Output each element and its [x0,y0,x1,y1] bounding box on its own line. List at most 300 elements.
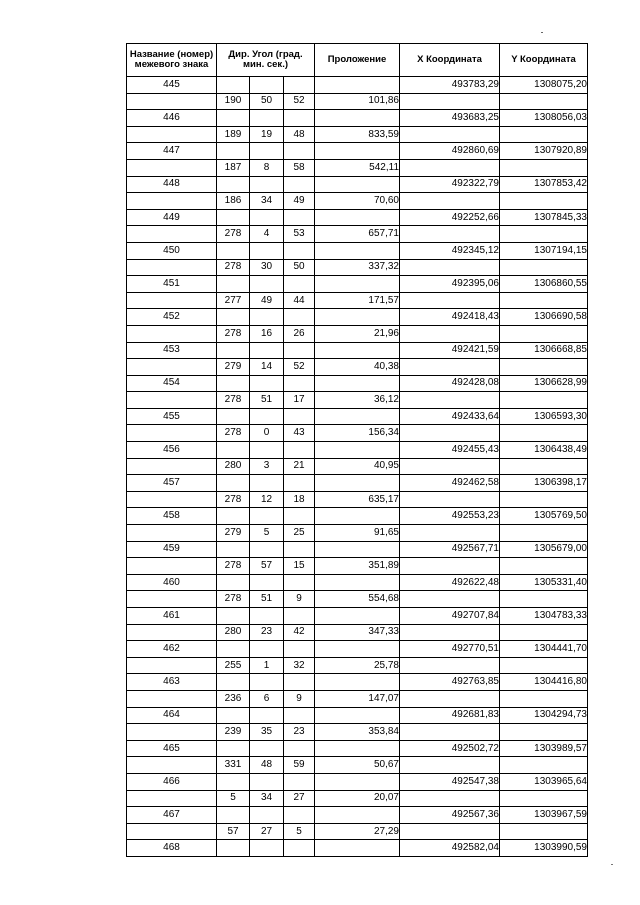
x-coordinate: 492395,06 [400,276,500,293]
empty-cell [315,375,400,392]
y-coordinate: 1305679,00 [500,541,588,558]
angle-seconds: 44 [284,292,315,309]
y-coordinate: 1305331,40 [500,574,588,591]
empty-cell [400,624,500,641]
x-coordinate: 492567,36 [400,807,500,824]
point-row [127,408,588,425]
empty-cell [284,110,315,127]
segment-row [127,126,588,143]
empty-cell [127,624,217,641]
empty-cell [127,126,217,143]
empty-cell [400,193,500,210]
x-coordinate: 492502,72 [400,740,500,757]
angle-degrees: 277 [217,292,250,309]
angle-seconds: 23 [284,724,315,741]
empty-cell [315,574,400,591]
y-coordinate: 1303989,57 [500,740,588,757]
empty-cell [127,325,217,342]
empty-cell [217,674,250,691]
y-coordinate: 1307920,89 [500,143,588,160]
header-x-coordinate: X Координата [400,44,500,77]
x-coordinate: 492707,84 [400,608,500,625]
empty-cell [400,259,500,276]
segment-row [127,159,588,176]
empty-cell [284,242,315,259]
empty-cell [500,126,588,143]
empty-cell [250,375,284,392]
point-name: 461 [127,608,217,625]
empty-cell [400,392,500,409]
point-row [127,442,588,459]
empty-cell [250,574,284,591]
y-coordinate: 1307194,15 [500,242,588,259]
segment-length: 554,68 [315,591,400,608]
segment-length: 20,07 [315,790,400,807]
y-coordinate: 1305769,50 [500,508,588,525]
segment-length: 833,59 [315,126,400,143]
empty-cell [400,491,500,508]
empty-cell [217,77,250,94]
angle-minutes: 34 [250,193,284,210]
empty-cell [217,840,250,857]
angle-seconds: 17 [284,392,315,409]
segment-length: 171,57 [315,292,400,309]
point-row [127,209,588,226]
empty-cell [127,823,217,840]
empty-cell [250,209,284,226]
y-coordinate: 1304294,73 [500,707,588,724]
segment-row [127,226,588,243]
empty-cell [250,641,284,658]
empty-cell [400,226,500,243]
segment-row [127,657,588,674]
angle-degrees: 280 [217,458,250,475]
point-name: 451 [127,276,217,293]
x-coordinate: 492553,23 [400,508,500,525]
empty-cell [127,558,217,575]
empty-cell [500,359,588,376]
angle-degrees: 236 [217,690,250,707]
point-row [127,342,588,359]
empty-cell [217,276,250,293]
empty-cell [315,840,400,857]
empty-cell [500,425,588,442]
point-row [127,309,588,326]
empty-cell [315,707,400,724]
segment-row [127,757,588,774]
angle-degrees: 278 [217,591,250,608]
x-coordinate: 492860,69 [400,143,500,160]
x-coordinate: 492547,38 [400,773,500,790]
empty-cell [217,574,250,591]
segment-row [127,690,588,707]
segment-length: 40,95 [315,458,400,475]
empty-cell [217,740,250,757]
point-row [127,110,588,127]
point-name: 465 [127,740,217,757]
point-row [127,242,588,259]
point-name: 462 [127,641,217,658]
point-name: 459 [127,541,217,558]
empty-cell [284,276,315,293]
y-coordinate: 1303990,59 [500,840,588,857]
empty-cell [400,93,500,110]
empty-cell [315,475,400,492]
point-row [127,807,588,824]
segment-length: 337,32 [315,259,400,276]
segment-row [127,193,588,210]
empty-cell [500,226,588,243]
angle-seconds: 59 [284,757,315,774]
y-coordinate: 1306438,49 [500,442,588,459]
angle-minutes: 19 [250,126,284,143]
point-name: 468 [127,840,217,857]
empty-cell [250,840,284,857]
angle-minutes: 27 [250,823,284,840]
x-coordinate: 492770,51 [400,641,500,658]
scan-speck [611,864,613,865]
empty-cell [400,425,500,442]
scan-speck [541,32,543,33]
angle-minutes: 16 [250,325,284,342]
point-row [127,375,588,392]
angle-minutes: 49 [250,292,284,309]
segment-length: 542,11 [315,159,400,176]
x-coordinate: 492421,59 [400,342,500,359]
angle-minutes: 48 [250,757,284,774]
y-coordinate: 1304783,33 [500,608,588,625]
empty-cell [127,159,217,176]
point-name: 455 [127,408,217,425]
empty-cell [400,458,500,475]
angle-degrees: 5 [217,790,250,807]
y-coordinate: 1308056,03 [500,110,588,127]
empty-cell [284,807,315,824]
segment-length: 156,34 [315,425,400,442]
empty-cell [217,242,250,259]
empty-cell [217,110,250,127]
x-coordinate: 492418,43 [400,309,500,326]
empty-cell [284,707,315,724]
empty-cell [217,475,250,492]
empty-cell [400,359,500,376]
angle-seconds: 32 [284,657,315,674]
angle-degrees: 189 [217,126,250,143]
empty-cell [400,757,500,774]
y-coordinate: 1304441,70 [500,641,588,658]
angle-degrees: 239 [217,724,250,741]
empty-cell [500,325,588,342]
empty-cell [127,491,217,508]
empty-cell [284,840,315,857]
angle-minutes: 4 [250,226,284,243]
point-name: 445 [127,77,217,94]
point-name: 452 [127,309,217,326]
empty-cell [250,110,284,127]
segment-row [127,790,588,807]
header-y-coordinate: Y Координата [500,44,588,77]
empty-cell [500,657,588,674]
empty-cell [250,707,284,724]
empty-cell [400,558,500,575]
empty-cell [250,608,284,625]
angle-seconds: 49 [284,193,315,210]
angle-minutes: 51 [250,591,284,608]
angle-seconds: 15 [284,558,315,575]
y-coordinate: 1306668,85 [500,342,588,359]
empty-cell [217,773,250,790]
empty-cell [217,608,250,625]
empty-cell [217,707,250,724]
boundary-coordinates-table [126,43,588,857]
y-coordinate: 1307853,42 [500,176,588,193]
x-coordinate: 492462,58 [400,475,500,492]
point-row [127,276,588,293]
empty-cell [217,209,250,226]
empty-cell [217,143,250,160]
header-length: Проложение [315,44,400,77]
point-row [127,840,588,857]
angle-degrees: 278 [217,392,250,409]
point-row [127,508,588,525]
point-name: 457 [127,475,217,492]
point-name: 466 [127,773,217,790]
x-coordinate: 492322,79 [400,176,500,193]
angle-degrees: 186 [217,193,250,210]
point-name: 458 [127,508,217,525]
empty-cell [127,193,217,210]
empty-cell [250,773,284,790]
empty-cell [500,392,588,409]
empty-cell [217,508,250,525]
empty-cell [127,657,217,674]
empty-cell [315,143,400,160]
point-name: 446 [127,110,217,127]
segment-length: 91,65 [315,525,400,542]
angle-minutes: 14 [250,359,284,376]
empty-cell [127,790,217,807]
angle-seconds: 58 [284,159,315,176]
empty-cell [127,724,217,741]
segment-length: 40,38 [315,359,400,376]
point-row [127,641,588,658]
empty-cell [500,724,588,741]
angle-degrees: 190 [217,93,250,110]
empty-cell [315,508,400,525]
empty-cell [500,823,588,840]
angle-seconds: 52 [284,359,315,376]
angle-minutes: 12 [250,491,284,508]
boundary-table-container [126,43,588,857]
empty-cell [250,309,284,326]
point-row [127,608,588,625]
empty-cell [127,93,217,110]
empty-cell [315,674,400,691]
empty-cell [400,325,500,342]
point-name: 447 [127,143,217,160]
angle-seconds: 18 [284,491,315,508]
angle-degrees: 255 [217,657,250,674]
angle-seconds: 52 [284,93,315,110]
segment-length: 347,33 [315,624,400,641]
angle-seconds: 43 [284,425,315,442]
segment-length: 70,60 [315,193,400,210]
empty-cell [284,574,315,591]
empty-cell [284,541,315,558]
empty-cell [315,276,400,293]
segment-length: 101,86 [315,93,400,110]
empty-cell [400,525,500,542]
empty-cell [315,110,400,127]
point-name: 453 [127,342,217,359]
angle-minutes: 23 [250,624,284,641]
empty-cell [500,193,588,210]
angle-minutes: 3 [250,458,284,475]
segment-length: 21,96 [315,325,400,342]
angle-degrees: 331 [217,757,250,774]
empty-cell [315,442,400,459]
y-coordinate: 1303965,64 [500,773,588,790]
empty-cell [315,641,400,658]
empty-cell [315,342,400,359]
empty-cell [284,143,315,160]
segment-row [127,392,588,409]
empty-cell [284,475,315,492]
segment-row [127,325,588,342]
angle-seconds: 9 [284,591,315,608]
point-row [127,176,588,193]
empty-cell [315,242,400,259]
empty-cell [217,342,250,359]
segment-row [127,558,588,575]
empty-cell [217,641,250,658]
x-coordinate: 492681,83 [400,707,500,724]
empty-cell [315,408,400,425]
y-coordinate: 1306628,99 [500,375,588,392]
point-name: 454 [127,375,217,392]
empty-cell [250,408,284,425]
empty-cell [500,757,588,774]
point-row [127,574,588,591]
table-body [127,77,588,857]
angle-minutes: 5 [250,525,284,542]
table-header-row [127,44,588,77]
empty-cell [250,508,284,525]
empty-cell [284,608,315,625]
segment-row [127,359,588,376]
angle-minutes: 57 [250,558,284,575]
empty-cell [217,408,250,425]
segment-row [127,458,588,475]
angle-degrees: 187 [217,159,250,176]
x-coordinate: 492252,66 [400,209,500,226]
segment-length: 50,67 [315,757,400,774]
empty-cell [127,525,217,542]
angle-minutes: 51 [250,392,284,409]
x-coordinate: 492455,43 [400,442,500,459]
angle-minutes: 35 [250,724,284,741]
empty-cell [284,309,315,326]
point-row [127,541,588,558]
point-row [127,740,588,757]
angle-seconds: 25 [284,525,315,542]
empty-cell [500,292,588,309]
empty-cell [500,93,588,110]
angle-degrees: 278 [217,259,250,276]
empty-cell [250,176,284,193]
empty-cell [500,690,588,707]
empty-cell [250,807,284,824]
angle-minutes: 0 [250,425,284,442]
empty-cell [315,77,400,94]
empty-cell [217,807,250,824]
y-coordinate: 1308075,20 [500,77,588,94]
point-name: 460 [127,574,217,591]
angle-degrees: 278 [217,425,250,442]
empty-cell [250,674,284,691]
angle-seconds: 21 [284,458,315,475]
x-coordinate: 493783,29 [400,77,500,94]
point-row [127,773,588,790]
empty-cell [250,77,284,94]
empty-cell [284,176,315,193]
empty-cell [500,591,588,608]
angle-seconds: 48 [284,126,315,143]
y-coordinate: 1304416,80 [500,674,588,691]
angle-seconds: 50 [284,259,315,276]
empty-cell [315,309,400,326]
segment-length: 147,07 [315,690,400,707]
angle-minutes: 50 [250,93,284,110]
empty-cell [284,375,315,392]
empty-cell [127,425,217,442]
empty-cell [400,126,500,143]
angle-degrees: 57 [217,823,250,840]
empty-cell [315,209,400,226]
empty-cell [127,359,217,376]
empty-cell [284,641,315,658]
y-coordinate: 1306593,30 [500,408,588,425]
x-coordinate: 492433,64 [400,408,500,425]
point-row [127,475,588,492]
empty-cell [284,408,315,425]
empty-cell [400,790,500,807]
empty-cell [400,292,500,309]
x-coordinate: 492622,48 [400,574,500,591]
empty-cell [127,226,217,243]
segment-length: 657,71 [315,226,400,243]
empty-cell [400,657,500,674]
angle-seconds: 9 [284,690,315,707]
empty-cell [315,176,400,193]
empty-cell [400,591,500,608]
empty-cell [284,674,315,691]
angle-seconds: 26 [284,325,315,342]
y-coordinate: 1306860,55 [500,276,588,293]
angle-minutes: 34 [250,790,284,807]
empty-cell [284,508,315,525]
angle-degrees: 279 [217,359,250,376]
point-name: 448 [127,176,217,193]
angle-minutes: 1 [250,657,284,674]
angle-seconds: 5 [284,823,315,840]
empty-cell [315,773,400,790]
x-coordinate: 492763,85 [400,674,500,691]
empty-cell [500,491,588,508]
empty-cell [127,757,217,774]
x-coordinate: 492567,71 [400,541,500,558]
empty-cell [315,541,400,558]
